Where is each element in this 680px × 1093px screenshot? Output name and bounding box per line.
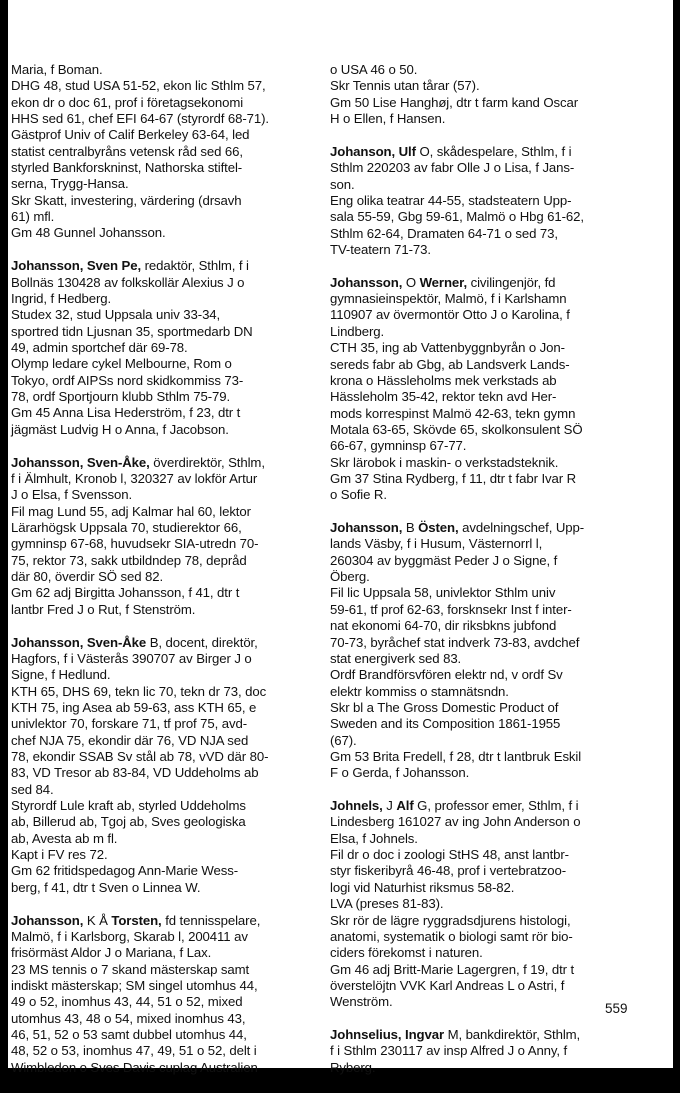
biography-entry: [11, 258, 326, 438]
entry-text-line: Ingrid, f Hedberg.: [11, 290, 112, 306]
entry-text-line: Hagfors, f i Västerås 390707 av Birger J o: [11, 650, 252, 666]
entry-heading-text: avdelningschef, Upp-: [458, 520, 585, 536]
entry-text-line: Signe, f Hedlund.: [11, 667, 111, 683]
entry-text-line: Wenström.: [330, 994, 393, 1010]
entry-text-line: Gm 45 Anna Lisa Hederström, f 23, dtr t: [11, 405, 241, 421]
entry-text-line: Hässleholm 35-42, rektor tekn avd Her-: [330, 389, 557, 405]
entry-text-line: f i Älmhult, Kronob l, 320327 av lokför Artur: [11, 470, 258, 486]
entry-heading: [330, 520, 645, 536]
biography-entry: [330, 520, 645, 782]
entry-heading-text: K Å: [83, 912, 112, 928]
entry-text-line: Olymp ledare cykel Melbourne, Rom o: [11, 356, 232, 372]
entry-text-line: frisörmäst Aldor J o Mariana, f Lax.: [11, 945, 212, 961]
entry-text-line: sportred tidn Ljusnan 35, sportmedarb DN: [11, 323, 253, 339]
biography-entry: [330, 62, 645, 127]
biography-entry: [11, 62, 326, 242]
entry-text-line: lands Väsby, f i Husum, Västernorrl l,: [330, 536, 543, 552]
entry-heading-text: J: [382, 798, 397, 814]
biography-entry: [330, 798, 645, 1010]
entry-text-line: Öberg.: [330, 569, 370, 585]
entry-text-line: 49, admin sportchef där 69-78.: [11, 340, 188, 355]
entry-text-line: Lindberg.: [330, 323, 385, 339]
entry-text-line: o USA 46 o 50.: [330, 62, 418, 77]
entry-heading-text: redaktör, Sthlm, f i: [141, 258, 249, 274]
entry-text-line: F o Gerda, f Johansson.: [330, 765, 470, 781]
entry-heading-text: O, skådespelare, Sthlm, f i: [415, 143, 572, 159]
entry-text-line: styrled Bankforskninst, Nathorska stiftel-: [11, 160, 243, 176]
entry-text-line: Lindesberg 161027 av ing John Anderson o: [330, 814, 581, 830]
entry-text-line: Gm 50 Lise Hanghøj, dtr t farm kand Oscar: [330, 94, 579, 110]
entry-text-line: Skr lärobok i maskin- o verkstadsteknik.: [330, 454, 559, 470]
entry-text-line: Gästprof Univ of Calif Berkeley 63-64, led: [11, 127, 250, 143]
entry-text-line: Fil lic Uppsala 58, univlektor Sthlm univ: [330, 585, 556, 601]
entry-heading: [11, 258, 326, 274]
entry-text-line: gymninsp 67-68, huvudsekr SIA-utredn 70-: [11, 536, 259, 552]
entry-text-line: Skr Tennis utan tårar (57).: [330, 78, 480, 94]
entry-text-line: Gm 62 fritidspedagog Ann-Marie Wess-: [11, 863, 239, 879]
entry-text-line: Elsa, f Johnels.: [330, 830, 418, 846]
entry-heading: [330, 275, 645, 291]
entry-text-line: CTH 35, ing ab Vattenbyggnbyrån o Jon-: [330, 340, 565, 356]
entry-text-line: indiskt mästerskap; SM singel utomhus 44,: [11, 977, 258, 993]
entry-text-line: Maria, f Boman.: [11, 62, 103, 77]
entry-heading-text: civilingenjör, fd: [467, 274, 556, 290]
entry-text-line: 78, ordf Sportjourn klubb Sthlm 75-79.: [11, 389, 231, 405]
entry-text-line: 70-73, byråchef stat indverk 73-83, avdchef: [330, 634, 580, 650]
entry-text-line: serna, Trygg-Hansa.: [11, 176, 129, 192]
entry-name-bold: Alf: [396, 798, 414, 814]
entry-text-line: anatomi, systematik o biologi samt rör bio-: [330, 928, 573, 944]
entry-name-bold: Östen,: [418, 520, 459, 536]
entry-name-bold: Johnels,: [330, 798, 383, 814]
entry-text-line: stat energiverk sed 83.: [330, 650, 462, 666]
entry-text-line: ekon dr o doc 61, prof i företagsekonomi: [11, 94, 244, 110]
entry-name-bold: Johanson, Ulf: [330, 143, 416, 159]
entry-text-line: o Sofie R.: [330, 487, 387, 503]
entry-text-line: gymnasieinspektör, Malmö, f i Karlshamn: [330, 291, 567, 307]
entry-text-line: Kapt i FV res 72.: [11, 846, 108, 862]
biography-entry: [11, 635, 326, 897]
entry-text-line: 110907 av övermontör Otto J o Karolina, f: [330, 307, 570, 323]
entry-heading: [11, 455, 326, 471]
entry-text-line: Sthlm 62-64, Dramaten 64-71 o sed 73,: [330, 225, 558, 241]
entry-text-line: ab, Avesta ab m fl.: [11, 830, 118, 846]
entry-text-line: där 80, överdir SÖ sed 82.: [11, 568, 164, 584]
biography-entry: [11, 913, 326, 1076]
entry-text-line: KTH 75, ing Asea ab 59-63, ass KTH 65, e: [11, 699, 257, 715]
entry-name-bold: Johansson,: [11, 912, 84, 928]
entry-heading: [330, 144, 645, 160]
entry-heading-text: B: [402, 520, 419, 536]
entry-text-line: lantbr Fred J o Rut, f Stenström.: [11, 601, 196, 617]
entry-text-line: krona o Hässleholms mek verkstads ab: [330, 372, 557, 388]
entry-text-line: ciders förekomst i naturen.: [330, 945, 483, 961]
entry-text-line: 78, ekondir SSAB Sv stål ab 78, vVD där 80-: [11, 748, 269, 764]
entry-name-bold: Johansson, Sven-Åke: [11, 634, 147, 650]
entry-text-line: 83, VD Tresor ab 83-84, VD Uddeholms ab: [11, 765, 259, 781]
entry-text-line: Gm 37 Stina Rydberg, f 11, dtr t fabr Ivar R: [330, 470, 577, 486]
entry-heading-text: överdirektör, Sthlm,: [149, 454, 265, 470]
entry-text-line: Sthlm 220203 av fabr Olle J o Lisa, f Jans-: [330, 160, 575, 176]
entry-text-line: 49 o 52, inomhus 43, 44, 51 o 52, mixed: [11, 994, 243, 1010]
page-number: 559: [605, 1001, 628, 1016]
entry-text-line: son.: [330, 176, 355, 192]
entry-text-line: nat ekonomi 64-70, dir riksbkns jubfond: [330, 618, 557, 634]
entry-text-line: Skr rör de lägre ryggradsdjurens histologi,: [330, 912, 571, 928]
biography-entry: [11, 455, 326, 618]
entry-heading: [330, 1027, 645, 1043]
entry-name-bold: Johansson, Sven Pe,: [11, 258, 142, 274]
entry-text-line: TV-teatern 71-73.: [330, 241, 431, 257]
entry-text-line: Lärarhögsk Uppsala 70, studierektor 66,: [11, 519, 242, 535]
entry-text-line: 260304 av byggmäst Peder J o Signe, f: [330, 552, 558, 568]
right-column: [330, 62, 645, 1093]
entry-heading: [11, 913, 326, 929]
entry-text-line: överstelöjtn VVK Karl Andreas L o Astri, f: [330, 977, 565, 993]
entry-name-bold: Johansson,: [330, 520, 403, 536]
entry-text-line: Ordf Brandförsvfören elektr nd, v ordf Sv: [330, 667, 563, 683]
entry-text-line: 59-61, tf prof 62-63, forsknsekr Inst f inter-: [330, 601, 572, 617]
entry-heading-text: B, docent, direktör,: [146, 634, 258, 650]
entry-text-line: utomhus 43, 48 o 54, mixed inomhus 43,: [11, 1010, 246, 1026]
entry-name-bold: Johansson,: [330, 274, 403, 290]
entry-text-line: Fil dr o doc i zoologi StHS 48, anst lantbr-: [330, 847, 569, 863]
entry-text-line: 66-67, gymninsp 67-77.: [330, 438, 467, 454]
entry-text-line: Skr bl a The Gross Domestic Product of: [330, 699, 559, 715]
entry-text-line: mods korrespinst Malmö 42-63, tekn gymn: [330, 405, 576, 421]
entry-name-bold: Werner,: [419, 274, 468, 290]
entry-name-bold: Johnselius, Ingvar: [330, 1027, 444, 1043]
entry-text-line: Malmö, f i Karlsborg, Skarab l, 200411 av: [11, 928, 248, 944]
entry-text-line: HHS sed 61, chef EFI 64-67 (styrordf 68-71).: [11, 111, 269, 127]
entry-text-line: styr fiskeribyrå 46-48, prof i vertebratzoo-: [330, 863, 566, 879]
entry-text-line: logi vid Naturhist riksmus 58-82.: [330, 879, 515, 895]
entry-text-line: 48, 52 o 53, inomhus 47, 49, 51 o 52, delt i: [11, 1043, 257, 1059]
entry-text-line: Gm 48 Gunnel Johansson.: [11, 225, 166, 241]
left-column: [11, 62, 326, 1092]
entry-text-line: (67).: [330, 732, 357, 748]
entry-text-line: Studex 32, stud Uppsala univ 33-34,: [11, 307, 221, 323]
entry-text-line: J o Elsa, f Svensson.: [11, 487, 133, 503]
entry-text-line: Sweden and its Composition 1861-1955: [330, 716, 561, 732]
biography-entry: [330, 275, 645, 504]
entry-text-line: Motala 63-65, Skövde 65, skolkonsulent SÖ: [330, 421, 583, 437]
entry-name-bold: Johansson, Sven-Åke,: [11, 454, 150, 470]
entry-text-line: Styrordf Lule kraft ab, styrled Uddeholms: [11, 797, 246, 813]
entry-text-line: berg, f 41, dtr t Sven o Linnea W.: [11, 879, 201, 895]
entry-text-line: Eng olika teatrar 44-55, stadsteatern Upp-: [330, 192, 572, 208]
entry-text-line: Gm 46 adj Britt-Marie Lagergren, f 19, dtr t: [330, 961, 575, 977]
biography-entry: [330, 144, 645, 258]
entry-heading-text: O: [402, 274, 420, 290]
entry-text-line: Skr Skatt, investering, värdering (drsavh: [11, 192, 242, 208]
entry-text-line: Ryberg.: [330, 1059, 376, 1075]
entry-text-line: ab, Billerud ab, Tgoj ab, Sves geologiska: [11, 814, 246, 830]
entry-text-line: 23 MS tennis o 7 skand mästerskap samt: [11, 961, 250, 977]
entry-text-line: Wimbledon o Sves Davis cuplag Australien: [11, 1059, 258, 1075]
entry-heading-text: fd tennisspelare,: [161, 912, 261, 928]
entry-heading-text: M, bankdirektör, Sthlm,: [444, 1027, 581, 1043]
entry-heading: [330, 798, 645, 814]
entry-text-line: f i Sthlm 230117 av insp Alfred J o Anny, f: [330, 1043, 568, 1059]
entry-text-line: elektr kommiss o stamnätsndn.: [330, 683, 509, 699]
entry-heading: [11, 635, 326, 651]
entry-text-line: Fil mag Lund 55, adj Kalmar hal 60, lektor: [11, 503, 251, 519]
entry-text-line: Gm 53 Brita Fredell, f 28, dtr t lantbruk Eskil: [330, 748, 582, 764]
entry-text-line: Bollnäs 130428 av folkskollär Alexius J o: [11, 274, 245, 290]
biography-entry: [330, 1027, 645, 1076]
entry-text-line: Gm 62 adj Birgitta Johansson, f 41, dtr t: [11, 585, 240, 601]
entry-text-line: 75, rektor 73, sakk utbildndep 78, depråd: [11, 552, 247, 568]
entry-text-line: H o Ellen, f Hansen.: [330, 111, 446, 127]
entry-text-line: 46, 51, 52 o 53 samt dubbel utomhus 44,: [11, 1026, 247, 1042]
entry-text-line: sed 84.: [11, 781, 54, 797]
entry-text-line: DHG 48, stud USA 51-52, ekon lic Sthlm 57,: [11, 78, 266, 94]
entry-text-line: LVA (preses 81-83).: [330, 896, 444, 912]
entry-text-line: KTH 65, DHS 69, tekn lic 70, tekn dr 73, doc: [11, 683, 267, 699]
entry-text-line: sereds fabr ab Gbg, ab Landsverk Lands-: [330, 356, 570, 372]
document-page: [8, 0, 673, 1075]
entry-name-bold: Torsten,: [111, 912, 162, 928]
entry-heading-text: G, professor emer, Sthlm, f i: [413, 798, 579, 814]
entry-text-line: sala 55-59, Gbg 59-61, Malmö o Hbg 61-62,: [330, 209, 584, 225]
entry-text-line: statist centralbyråns vetensk råd sed 66,: [11, 143, 243, 159]
entry-text-line: 61) mfl.: [11, 209, 55, 225]
entry-text-line: jägmäst Ludvig H o Anna, f Jacobson.: [11, 421, 229, 437]
entry-text-line: univlektor 70, forskare 71, tf prof 75, avd-: [11, 716, 248, 732]
entry-text-line: Tokyo, ordf AIPSs nord skidkommiss 73-: [11, 372, 244, 388]
entry-text-line: chef NJA 75, ekondir där 76, VD NJA sed: [11, 732, 249, 748]
